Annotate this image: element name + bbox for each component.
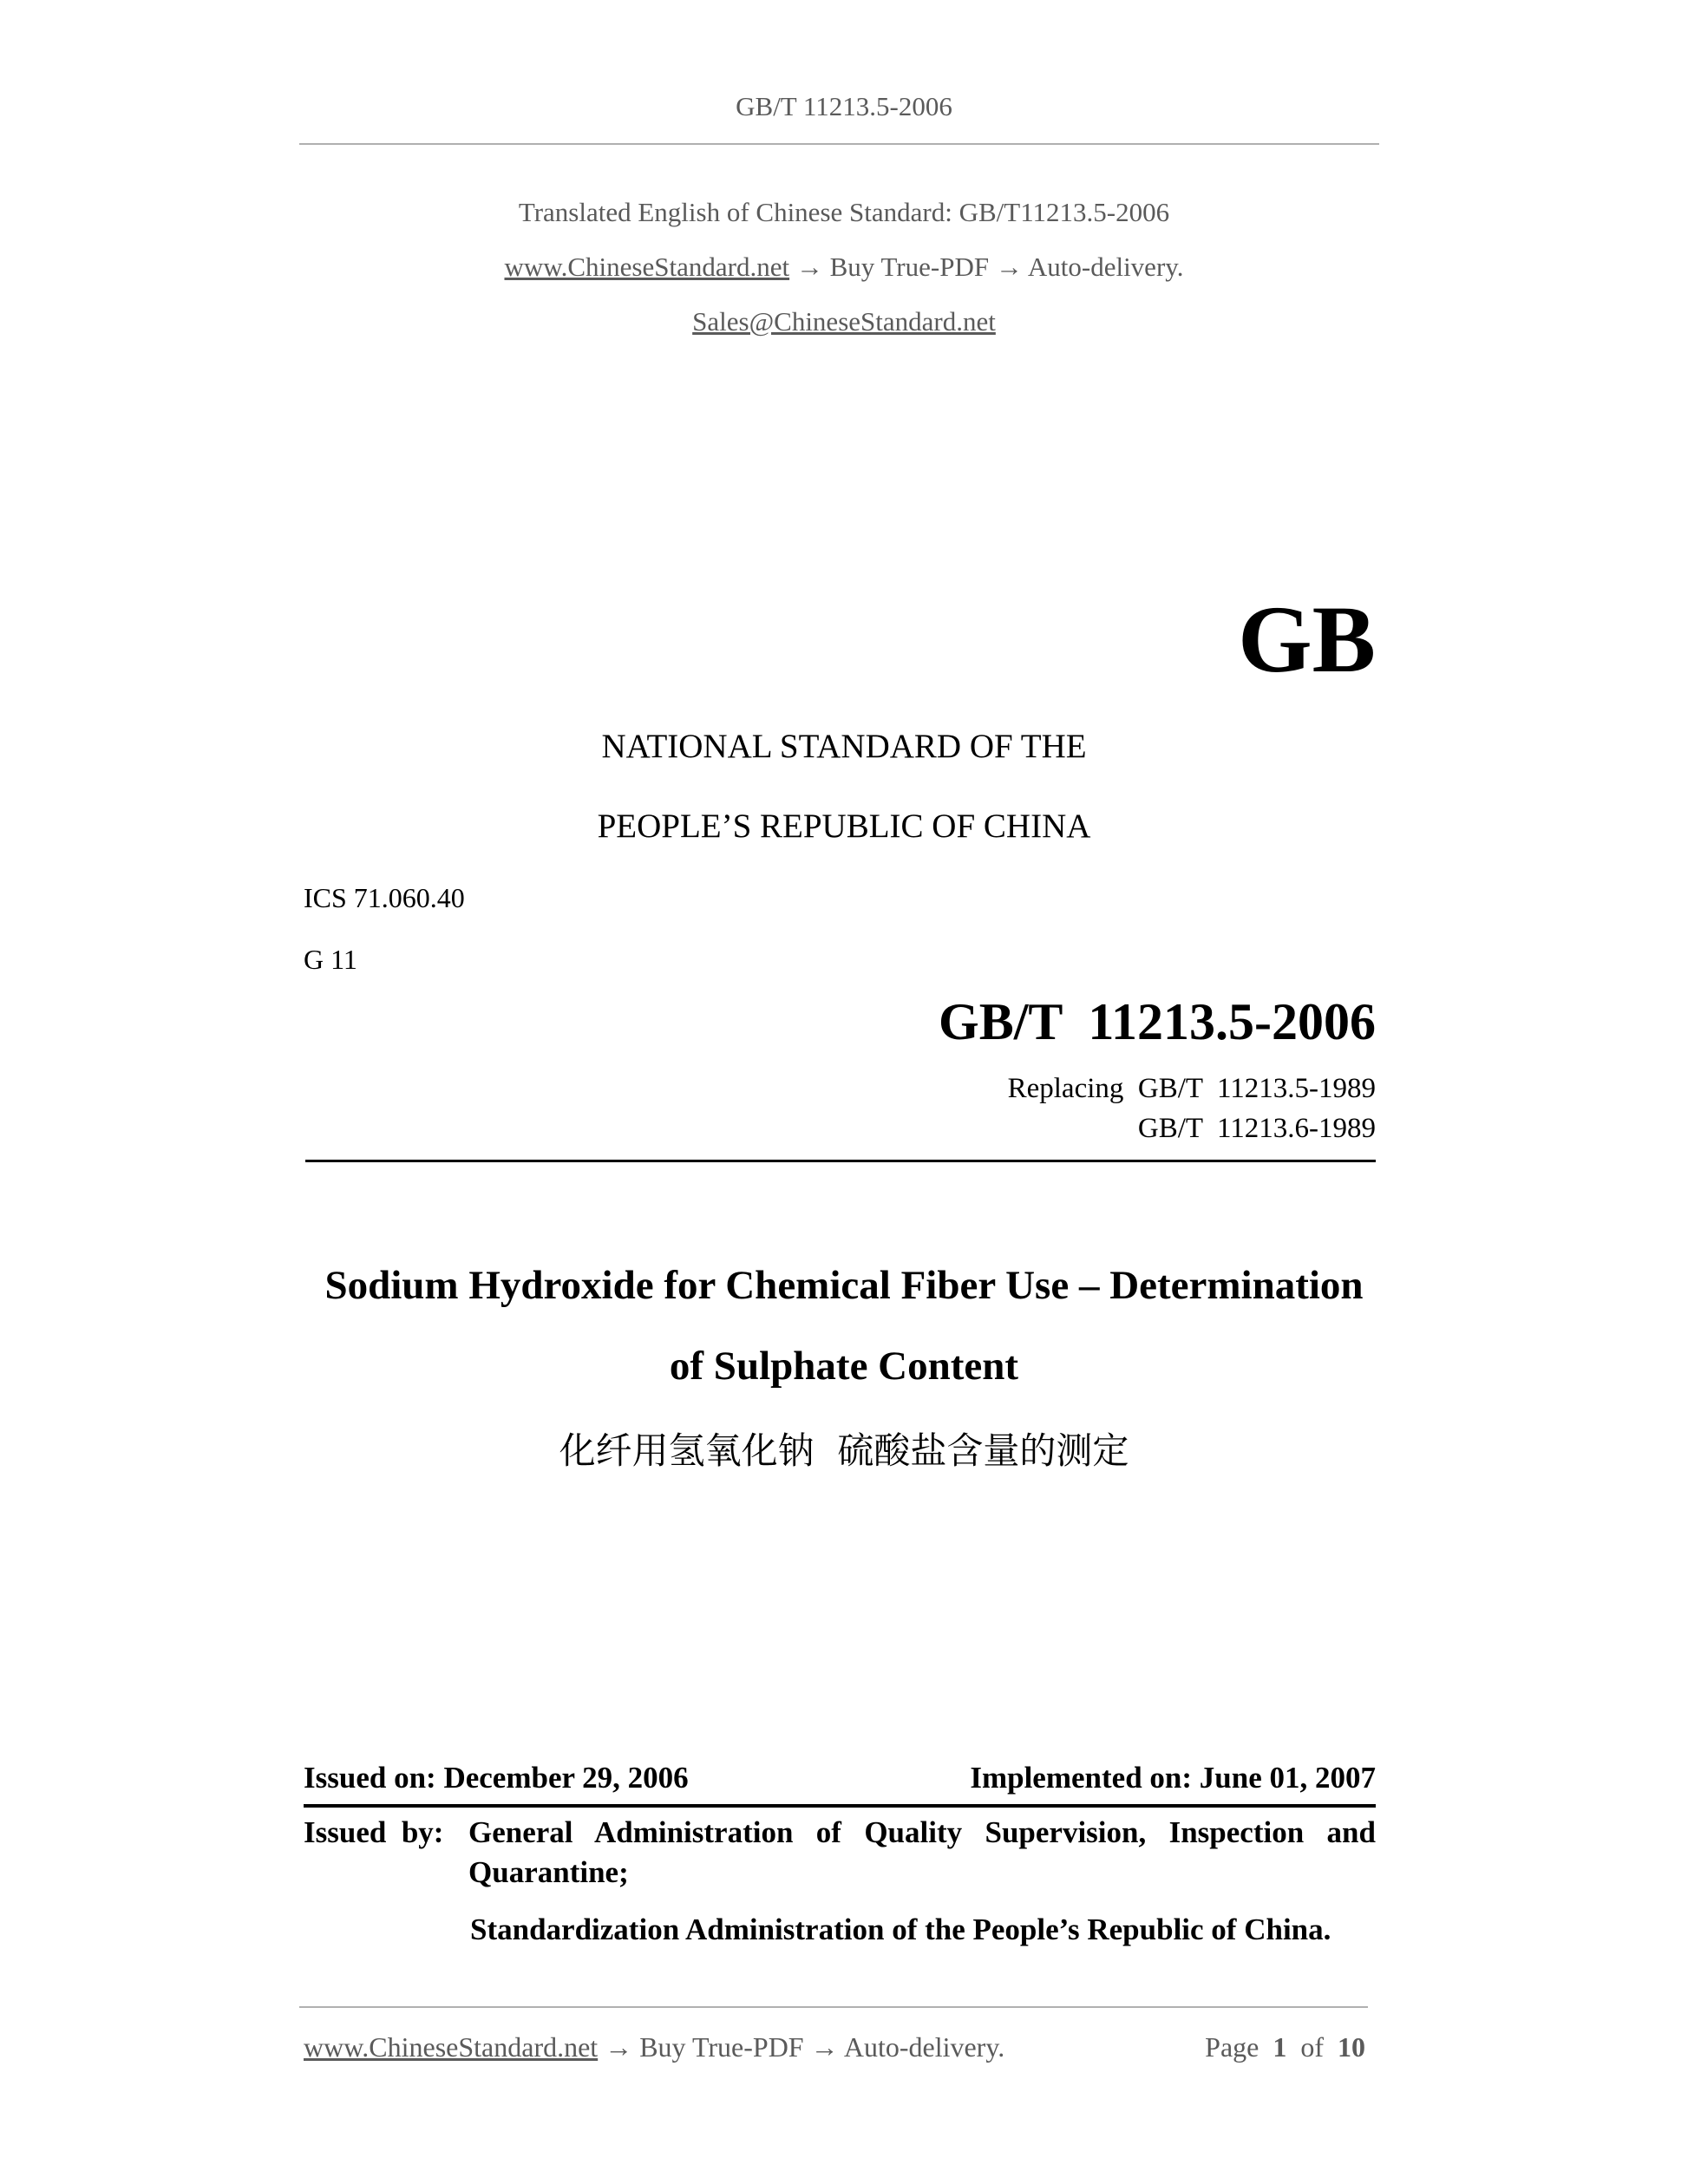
delivery-text: Auto-delivery. bbox=[1027, 252, 1184, 282]
replacing-line1: Replacing GB/T 11213.5-1989 bbox=[1007, 1073, 1376, 1104]
footer-site-link[interactable]: www.ChineseStandard.net bbox=[304, 2031, 599, 2063]
title-divider bbox=[305, 1160, 1376, 1162]
title-line2: of Sulphate Content bbox=[669, 1344, 1019, 1389]
replacing-line2: GB/T 11213.6-1989 bbox=[1137, 1113, 1376, 1144]
issue-dates-row bbox=[304, 1761, 1376, 1795]
implemented-on: Implemented on: June 01, 2007 bbox=[970, 1761, 1376, 1795]
title-line1: Sodium Hydroxide for Chemical Fiber Use – Determination bbox=[324, 1263, 1364, 1308]
issue-divider bbox=[304, 1804, 1376, 1808]
ics-code: ICS 71.060.40 bbox=[304, 882, 465, 913]
site-link[interactable]: www.ChineseStandard.net bbox=[504, 252, 790, 282]
buy-text: Buy True-PDF bbox=[829, 252, 990, 282]
title-chinese: 化纤用氢氧化钠 硫酸盐含量的测定 bbox=[559, 1429, 1129, 1472]
promo-line bbox=[0, 252, 1688, 283]
header-divider bbox=[299, 143, 1379, 145]
standard-number: GB/T 11213.5-2006 bbox=[939, 993, 1376, 1050]
footer-delivery-text: Auto-delivery. bbox=[843, 2031, 1005, 2063]
page-total: 10 bbox=[1338, 2031, 1365, 2063]
footer-buy-text: Buy True-PDF bbox=[639, 2031, 804, 2063]
footer-promo bbox=[304, 2031, 1004, 2063]
translated-line: Translated English of Chinese Standard: GB/T11213.5-2006 bbox=[518, 197, 1170, 227]
email-line bbox=[0, 306, 1688, 337]
page-word: Page bbox=[1205, 2031, 1259, 2063]
arrow-icon: → bbox=[995, 252, 1023, 282]
issued-by-authority-1: General Administration of Quality Supervision, Inspection and Quarantine; bbox=[468, 1815, 1376, 1889]
footer-divider bbox=[299, 2006, 1368, 2008]
issued-by-authority-2: Standardization Administration of the People’s Republic of China. bbox=[470, 1913, 1331, 1946]
issued-by-label: Issued by: bbox=[304, 1815, 444, 1849]
arrow-icon: → bbox=[795, 252, 823, 282]
of-word: of bbox=[1300, 2031, 1324, 2063]
ccs-code: G 11 bbox=[304, 944, 357, 975]
national-standard-line2: PEOPLE’S REPUBLIC OF CHINA bbox=[597, 808, 1091, 845]
email-link[interactable]: Sales@ChineseStandard.net bbox=[692, 306, 996, 337]
page-current: 1 bbox=[1273, 2031, 1287, 2063]
national-standard-line1: NATIONAL STANDARD OF THE bbox=[601, 728, 1087, 765]
arrow-icon: → bbox=[605, 2031, 633, 2063]
arrow-icon: → bbox=[810, 2031, 839, 2063]
page-indicator bbox=[1205, 2031, 1365, 2063]
issued-on: Issued on: December 29, 2006 bbox=[304, 1761, 689, 1795]
running-header-code: GB/T 11213.5-2006 bbox=[736, 91, 952, 121]
gb-mark: GB bbox=[1238, 586, 1376, 692]
